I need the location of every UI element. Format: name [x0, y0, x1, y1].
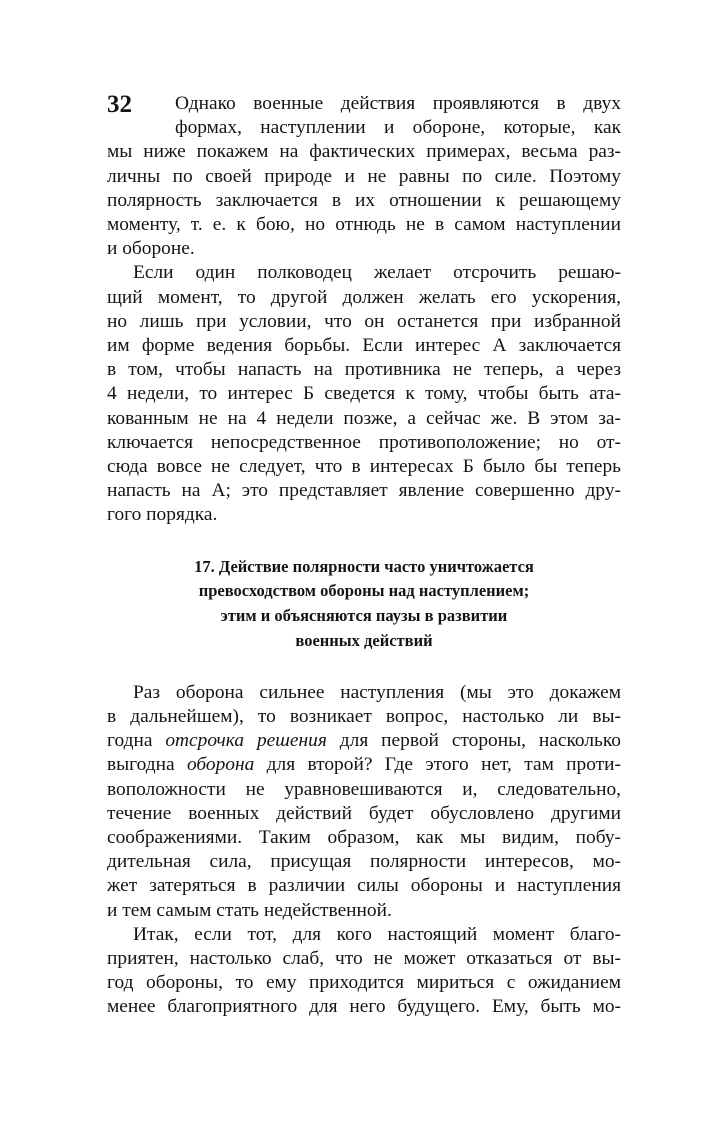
text-line: воположности не уравновешиваются и, следовательно, — [107, 778, 621, 800]
heading-line: 17. Действие полярности часто уничтожается — [194, 556, 534, 576]
paragraph-4 — [107, 923, 621, 1020]
text-line: соображениями. Таким образом, как мы видим, побу- — [107, 827, 621, 849]
text-line: 4 недели, то интерес Б сведется к тому, чтобы быть ата- — [107, 383, 621, 405]
text-segment: выгодна — [107, 754, 187, 776]
text-line: Раз оборона сильнее наступления (мы это докажем — [133, 681, 621, 703]
heading-line: этим и объясняются паузы в развитии — [220, 606, 508, 626]
text-line: формах, наступлении и обороне, которые, как — [175, 117, 621, 139]
paragraph-3 — [107, 681, 621, 923]
text-segment: для второй? Где этого нет, там проти- — [254, 754, 621, 776]
text-line: приятен, настолько слаб, что не может отказаться от вы- — [107, 948, 621, 970]
text-line: Однако военные действия проявляются в двух — [175, 93, 621, 114]
text-line: течение военных действий будет обусловлено другими — [107, 802, 621, 824]
page-number: 32 — [107, 91, 132, 118]
text-line: дительная сила, присущая полярности интересов, мо- — [107, 851, 621, 873]
text-line: но лишь при условии, что он останется при избранной — [107, 310, 621, 332]
text-line — [107, 753, 621, 777]
text-line — [107, 729, 621, 753]
text-line: и тем самым стать недейственной. — [107, 899, 392, 921]
italic-emphasis: оборона — [186, 754, 255, 776]
text-line: личны по своей природе и не равны по силе. Поэтому — [107, 165, 621, 187]
paragraph-1 — [107, 92, 621, 261]
text-line: моменту, т. е. к бою, но отнюдь не в самом наступлении — [107, 214, 621, 236]
text-line: Если один полководец желает отсрочить решаю- — [133, 262, 621, 284]
text-line: ключается непосредственное противоположение; но от- — [107, 431, 621, 453]
text-line: сюда вовсе не следует, что в интересах Б было бы теперь — [107, 456, 621, 478]
text-line: год обороны, то ему приходится мириться с ожиданием — [107, 972, 621, 994]
text-segment: для первой стороны, насколько — [326, 730, 621, 752]
heading-line: военных действий — [295, 631, 433, 651]
text-line: и обороне. — [107, 238, 195, 260]
text-line: кованным не на 4 недели позже, а сейчас же. В этом за- — [107, 407, 621, 429]
italic-emphasis: отсрочка решения — [165, 730, 327, 752]
text-line: мы ниже покажем на фактических примерах, весьма раз- — [107, 141, 621, 163]
heading-line: превосходством обороны над наступлением; — [198, 581, 530, 601]
text-line: жет затеряться в различии силы обороны и наступления — [107, 875, 621, 897]
text-line: щий момент, то другой должен желать его ускорения, — [107, 286, 621, 308]
text-line: им форме ведения борьбы. Если интерес А заключается — [107, 335, 621, 357]
text-line: менее благоприятного для него будущего. Ему, быть мо- — [107, 996, 621, 1018]
text-line: в том, чтобы напасть на противника не теперь, а через — [107, 359, 621, 381]
book-page — [107, 92, 621, 1020]
text-line: Итак, если тот, для кого настоящий момент благо- — [133, 923, 621, 945]
text-line: полярность заключается в их отношении к решающему — [107, 189, 621, 211]
text-line: напасть на А; это представляет явление совершенно дру- — [107, 480, 621, 502]
text-segment: годна — [107, 730, 166, 752]
paragraph-2 — [107, 261, 621, 527]
text-line: гого порядка. — [107, 504, 218, 526]
section-heading — [107, 555, 621, 654]
text-line: в дальнейшем), то возникает вопрос, настолько ли вы- — [107, 706, 621, 728]
